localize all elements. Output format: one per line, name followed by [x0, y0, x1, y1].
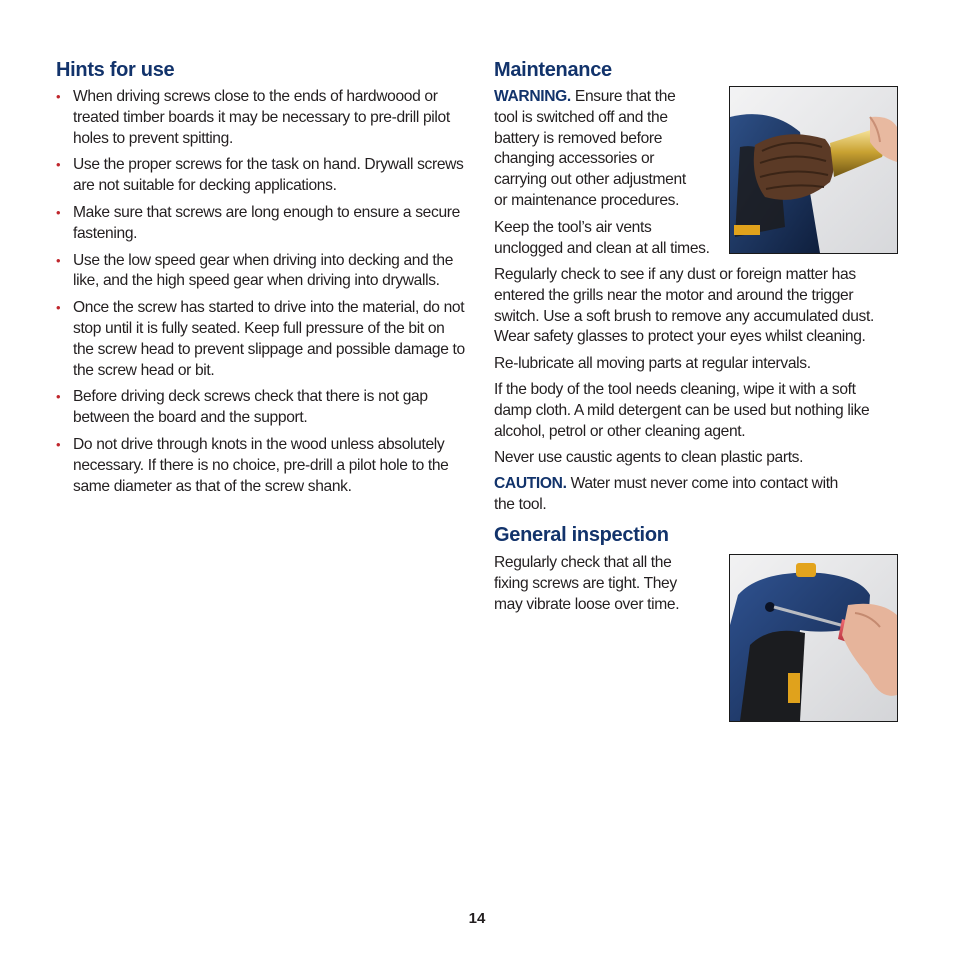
caution-label: CAUTION. — [494, 475, 567, 492]
maintenance-heading: Maintenance — [494, 59, 612, 81]
bullet-icon: • — [56, 436, 61, 452]
warning-paragraph: WARNING. Ensure that the tool is switched off and the battery is removed before changing accessories or carrying out other adjustment or maintenance procedures. — [494, 88, 686, 209]
page-number: 14 — [468, 910, 486, 927]
air-vents-paragraph: Keep the tool’s air vents unclogged and clean at all times. — [494, 219, 710, 257]
bullet-icon: • — [56, 252, 61, 268]
list-item: • Once the screw has started to drive into the material, do not stop until it is fully seated. Keep full pressure of the bit on the screw head to prevent slippage and possible damage to the screw head or bit. — [56, 299, 465, 379]
brush-cleaning-photo — [729, 86, 898, 254]
list-item: • Do not drive through knots in the wood unless absolutely necessary. If there is no choice, pre-drill a pilot hole to the same diameter as that of the screw shank. — [56, 435, 449, 495]
list-item: • Use the proper screws for the task on hand. Drywall screws are not suitable for decking applications. — [56, 156, 464, 195]
bullet-icon: • — [56, 389, 61, 405]
warning-label: WARNING. — [494, 88, 571, 105]
bullet-icon: • — [56, 204, 61, 220]
screwdriver-inspection-photo — [729, 554, 898, 722]
caustic-paragraph: Never use caustic agents to clean plastic parts. — [494, 449, 804, 466]
body-cleaning-paragraph: If the body of the tool needs cleaning, wipe it with a soft damp cloth. A mild detergent can be used but nothing like alcohol, petrol or other cleaning agent. — [494, 381, 870, 440]
list-item: • Use the low speed gear when driving into decking and the like, and the high speed gear when driving into drywalls. — [56, 251, 454, 290]
hints-list — [56, 87, 466, 497]
brush-cleaning-illustration — [730, 87, 897, 253]
inspection-heading: General inspection — [494, 524, 669, 546]
inspection-paragraph: Regularly check that all the fixing screws are tight. They may vibrate loose over time. — [494, 554, 680, 613]
caution-paragraph: CAUTION. Water must never come into contact with the tool. — [494, 475, 838, 513]
list-item: • When driving screws close to the ends of hardwoood or treated timber boards it may be necessary to pre-drill pilot holes to prevent spitting. — [56, 88, 450, 147]
relubricate-paragraph: Re-lubricate all moving parts at regular intervals. — [494, 355, 811, 372]
list-item: • Make sure that screws are long enough to ensure a secure fastening. — [56, 203, 460, 242]
hints-heading: Hints for use — [56, 59, 175, 81]
list-item: • Before driving deck screws check that there is not gap between the board and the support. — [56, 388, 428, 427]
screwdriver-inspection-illustration — [730, 555, 897, 721]
hints-section — [56, 58, 466, 503]
bullet-icon: • — [56, 300, 61, 316]
bullet-icon: • — [56, 157, 61, 173]
bullet-icon: • — [56, 89, 61, 104]
dust-paragraph: Regularly check to see if any dust or foreign matter has entered the grills near the motor and around the trigger switch. Use a soft brush to remove any accumulated dust. Wear safety glasses to protect your eyes whilst cleaning. — [494, 266, 874, 346]
